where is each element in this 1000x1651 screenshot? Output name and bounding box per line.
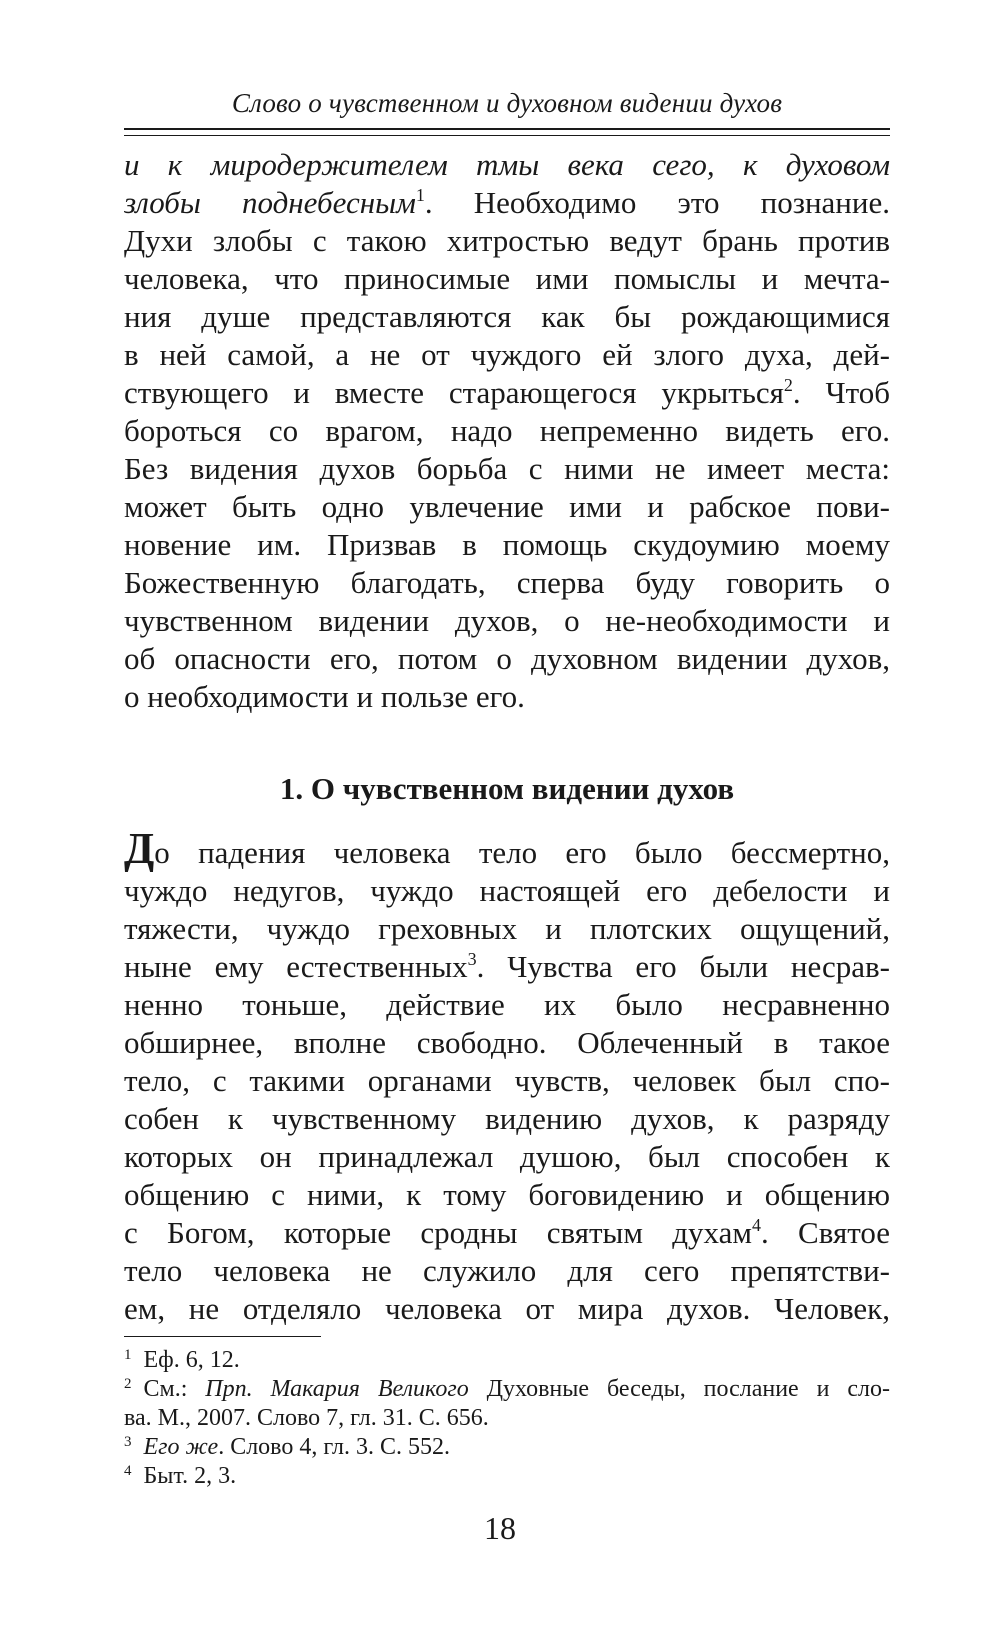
text-fragment: с Богом, которые сродны святым духам <box>124 1215 753 1250</box>
text-line: и к миродержителем тмы века сего, к духовом <box>124 147 890 182</box>
footnote-number: 2 <box>124 1376 132 1392</box>
text-fragment: ствующего и вместе старающегося укрыться <box>124 375 784 410</box>
text-fragment: . Чтоб <box>792 375 890 410</box>
footnote-author: Его же <box>143 1434 219 1460</box>
text-line: ния душе представляются как бы рождающимися <box>124 299 890 334</box>
footnote-text: См.: <box>143 1376 206 1402</box>
text-line: общению с ними, к тому боговидению и общению <box>124 1177 890 1212</box>
page-number: 18 <box>484 1510 516 1546</box>
footnote-4 <box>124 1462 890 1491</box>
initial-letter: Д <box>124 834 155 872</box>
text-line: которых он принадлежал душою, был способен к <box>124 1139 890 1174</box>
text-fragment: . Чувства его были несрав- <box>476 949 890 984</box>
scripture-quote: злобы поднебесным <box>124 185 416 220</box>
footnotes <box>124 1346 890 1491</box>
footnote-marker[interactable]: 3 <box>467 949 477 969</box>
footnote-text: Духовные беседы, послание и сло- <box>468 1376 890 1402</box>
footnote-number: 4 <box>124 1463 132 1479</box>
text-line: бороться со врагом, надо непременно видеть его. <box>124 413 890 448</box>
text-line <box>124 184 890 222</box>
text-line: Духи злобы с такою хитростью ведут брань против <box>124 223 890 258</box>
footnote-number: 1 <box>124 1347 132 1363</box>
footnote-1 <box>124 1346 890 1375</box>
text-line: Божественную благодать, сперва буду говорить о <box>124 565 890 600</box>
footnote-marker[interactable]: 2 <box>783 375 793 395</box>
text-line: собен к чувственному видению духов, к разряду <box>124 1101 890 1136</box>
text-line: ем, не отделяло человека от мира духов. Человек, <box>124 1291 890 1326</box>
text-fragment: о падения человека тело его было бессмертно, <box>154 835 890 870</box>
footnote-marker[interactable]: 4 <box>752 1215 762 1235</box>
section-heading: 1. О чувственном видении духов <box>279 771 735 806</box>
text-line: об опасности его, потом о духовном видении духов, <box>124 641 890 676</box>
text-line: новение им. Призвав в помощь скудоумию моему <box>124 527 890 562</box>
footnote-3 <box>124 1433 890 1462</box>
text-line: ненно тоньше, действие их было несравненно <box>124 987 890 1022</box>
header-rule-thick <box>124 128 890 130</box>
header-rule-thin <box>124 135 890 136</box>
text-line: обширнее, вполне свободно. Облеченный в такое <box>124 1025 890 1060</box>
footnote-author: Прп. Макария Великого <box>205 1376 469 1402</box>
text-line <box>124 948 890 986</box>
text-line: Без видения духов борьба с ними не имеет места: <box>124 451 890 486</box>
text-line: чувственном видении духов, о не-необходимости и <box>124 603 890 638</box>
running-head: Слово о чувственном и духовном видении духов <box>231 88 783 118</box>
text-line: тяжести, чуждо греховных и плотских ощущений, <box>124 911 890 946</box>
paragraph-continuation <box>124 146 890 716</box>
text-line: в ней самой, а не от чуждого ей злого духа, дей- <box>124 337 890 372</box>
footnote-2-continued: ва. М., 2007. Слово 7, гл. 31. С. 656. <box>124 1405 489 1431</box>
text-line <box>124 374 890 412</box>
text-line: чуждо недугов, чуждо настоящей его дебелости и <box>124 873 890 908</box>
footnote-marker[interactable]: 1 <box>415 185 425 205</box>
text-line: тело человека не служило для сего препятстви- <box>124 1253 890 1288</box>
footnote-rule <box>124 1336 321 1337</box>
footnote-text: Еф. 6, 12. <box>143 1347 240 1373</box>
text-line: тело, с такими органами чувств, человек был спо- <box>124 1063 890 1098</box>
text-fragment: . Необходимо это познание. <box>424 185 890 220</box>
footnote-number: 3 <box>124 1434 132 1450</box>
text-fragment: . Святое <box>761 1215 890 1250</box>
text-line <box>124 1214 890 1252</box>
text-line: о необходимости и пользе его. <box>124 679 525 714</box>
footnote-text: . Слово 4, гл. 3. С. 552. <box>218 1434 450 1460</box>
footnote-2 <box>124 1375 890 1404</box>
footnote-text: Быт. 2, 3. <box>143 1463 237 1489</box>
text-fragment: ныне ему естественных <box>124 949 468 984</box>
text-line: человека, что приносимые ими помыслы и мечта- <box>124 261 890 296</box>
paragraph-main <box>124 834 890 1328</box>
text-line <box>124 834 890 872</box>
text-line: может быть одно увлечение ими и рабское пови- <box>124 489 890 524</box>
